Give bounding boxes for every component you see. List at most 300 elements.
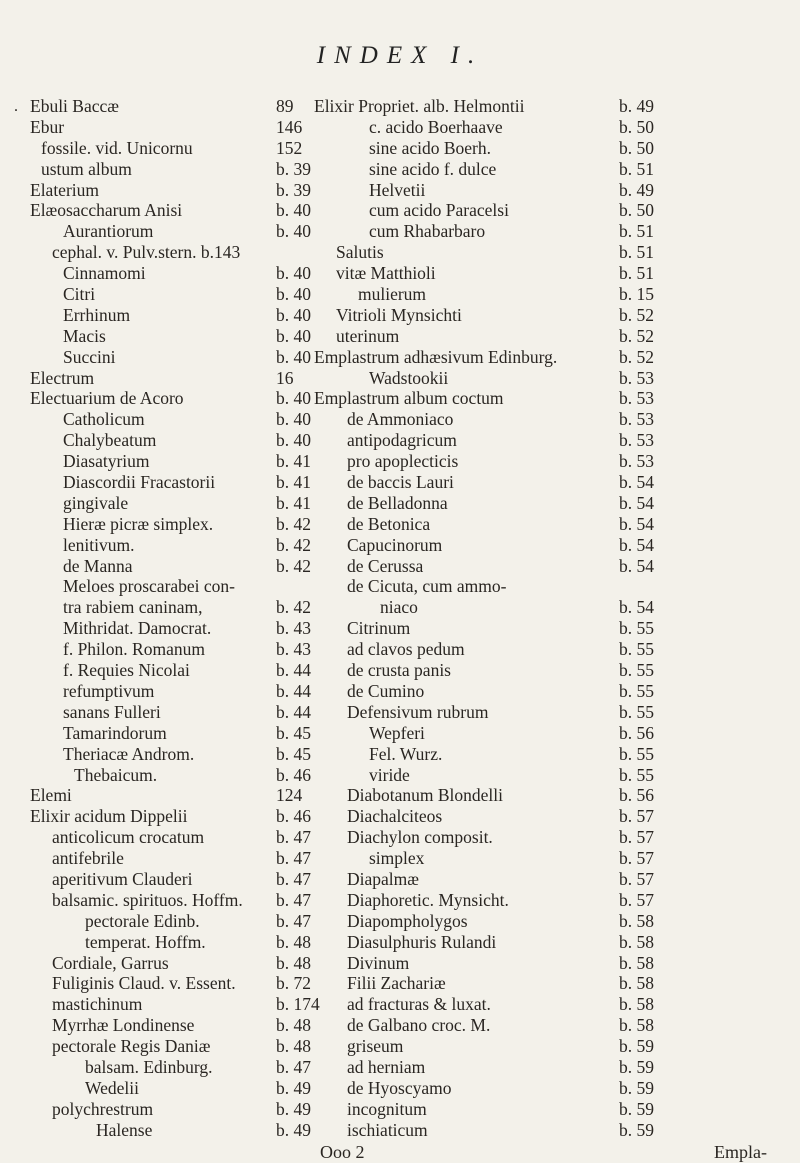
entry-term: de Hyoscyamo bbox=[347, 1077, 452, 1098]
index-entry bbox=[314, 492, 784, 513]
entry-page-ref: b. 55 bbox=[619, 660, 654, 681]
entry-term: Thebaicum. bbox=[74, 764, 158, 785]
entry-page-ref: b. 57 bbox=[619, 848, 654, 869]
index-entry bbox=[314, 1077, 784, 1098]
entry-page-ref: b. 48 bbox=[276, 931, 311, 952]
entry-term: de Cumino bbox=[347, 680, 425, 701]
signature-mark: Ooo 2 bbox=[320, 1142, 365, 1162]
index-entry bbox=[314, 975, 784, 992]
entry-page-ref: b. 57 bbox=[619, 868, 654, 889]
index-entry bbox=[30, 513, 332, 534]
index-entry bbox=[314, 432, 784, 449]
entry-page-ref: b. 47 bbox=[276, 848, 311, 869]
entry-term: Defensivum rubrum bbox=[347, 701, 489, 722]
index-entry bbox=[314, 722, 784, 743]
index-entry bbox=[314, 931, 784, 952]
entry-term: f. Requies Nicolai bbox=[63, 660, 190, 681]
entry-page-ref: b. 55 bbox=[619, 701, 654, 722]
entry-page-ref: b. 53 bbox=[619, 409, 654, 430]
entry-page-ref: b. 54 bbox=[619, 513, 654, 534]
entry-term: Wadstookii bbox=[369, 367, 449, 388]
index-entry bbox=[314, 223, 784, 240]
entry-term: Diachalciteos bbox=[347, 806, 443, 827]
entry-term: de baccis Lauri bbox=[347, 472, 454, 493]
index-entry bbox=[30, 620, 332, 637]
entry-page-ref: b. 40 bbox=[276, 263, 311, 284]
entry-term: Vitrioli Mynsichti bbox=[336, 304, 462, 325]
index-entry bbox=[30, 850, 332, 867]
index-entry bbox=[30, 137, 332, 158]
entry-term: lenitivum. bbox=[63, 534, 135, 555]
index-entry bbox=[30, 244, 332, 261]
entry-term: Helvetii bbox=[369, 179, 426, 200]
entry-page-ref: b. 52 bbox=[619, 325, 654, 346]
entry-term: polychrestrum bbox=[52, 1098, 154, 1119]
entry-term: pro apoplecticis bbox=[347, 451, 459, 472]
index-entry bbox=[314, 116, 784, 137]
entry-page-ref: 89 bbox=[276, 96, 294, 116]
entry-term: Diapalmæ bbox=[347, 868, 419, 889]
index-entry bbox=[314, 910, 784, 931]
entry-term: aperitivum Clauderi bbox=[52, 868, 193, 889]
index-entry bbox=[314, 346, 784, 367]
index-entry bbox=[30, 432, 332, 449]
entry-term: Cordiale, Garrus bbox=[52, 952, 169, 973]
entry-term: viride bbox=[369, 764, 410, 785]
entry-term: Diapompholygos bbox=[347, 910, 468, 931]
index-entry bbox=[30, 1017, 332, 1034]
index-entry bbox=[314, 641, 784, 658]
index-entry bbox=[30, 808, 332, 825]
entry-page-ref: b. 58 bbox=[619, 1015, 654, 1036]
entry-term: vitæ Matthioli bbox=[336, 263, 436, 284]
index-entry bbox=[314, 411, 784, 428]
entry-page-ref: b. 58 bbox=[619, 910, 654, 931]
entry-term: Fel. Wurz. bbox=[369, 743, 443, 764]
entry-page-ref: b. 44 bbox=[276, 680, 311, 701]
index-entry bbox=[30, 787, 332, 804]
entry-term: Filii Zachariæ bbox=[347, 973, 446, 994]
index-entry bbox=[314, 787, 784, 804]
entry-term: antipodagricum bbox=[347, 430, 457, 451]
index-entry bbox=[314, 952, 784, 973]
left-column bbox=[14, 96, 332, 1143]
entry-page-ref: b. 43 bbox=[276, 639, 311, 660]
entry-term: Elixir acidum Dippelii bbox=[30, 806, 188, 827]
entry-page-ref: b. 51 bbox=[619, 242, 654, 263]
entry-page-ref: b. 58 bbox=[619, 952, 654, 973]
entry-page-ref: b. 47 bbox=[276, 827, 311, 848]
index-entry bbox=[314, 996, 784, 1013]
index-entry bbox=[30, 952, 332, 973]
entry-page-ref: b. 43 bbox=[276, 618, 311, 639]
index-entry bbox=[314, 829, 784, 846]
index-entry bbox=[30, 555, 332, 576]
entry-term: antifebrile bbox=[52, 848, 124, 869]
entry-page-ref: b. 50 bbox=[619, 200, 654, 221]
entry-page-ref: b. 59 bbox=[619, 1056, 654, 1077]
index-entry bbox=[30, 1119, 332, 1140]
index-entry bbox=[314, 1017, 784, 1034]
entry-term: griseum bbox=[347, 1036, 404, 1057]
entry-page-ref: b. 52 bbox=[619, 346, 654, 367]
entry-term: de Ammoniaco bbox=[347, 409, 454, 430]
entry-term: Diasatyrium bbox=[63, 451, 150, 472]
index-entry bbox=[314, 98, 784, 115]
entry-term: Elaterium bbox=[30, 179, 100, 200]
entry-term: uterinum bbox=[336, 325, 400, 346]
entry-page-ref: b. 47 bbox=[276, 889, 311, 910]
catchword: Empla- bbox=[714, 1142, 767, 1162]
entry-term: Ebuli Baccæ bbox=[30, 96, 119, 116]
index-entry bbox=[30, 1077, 332, 1098]
entry-page-ref: b. 57 bbox=[619, 806, 654, 827]
entry-page-ref: b. 174 bbox=[276, 994, 320, 1015]
index-entry bbox=[30, 367, 332, 388]
entry-term: Elixir Propriet. alb. Helmontii bbox=[314, 96, 525, 116]
entry-page-ref: b. 42 bbox=[276, 513, 311, 534]
entry-term: niaco bbox=[380, 597, 418, 618]
entry-term: Wedelii bbox=[85, 1077, 139, 1098]
entry-page-ref: b. 48 bbox=[276, 1036, 311, 1057]
entry-term: sine acido f. dulce bbox=[369, 158, 497, 179]
index-entry bbox=[314, 474, 784, 491]
index-entry bbox=[30, 390, 332, 407]
index-entry bbox=[30, 534, 332, 555]
index-entry bbox=[314, 513, 784, 534]
entry-page-ref: b. 40 bbox=[276, 200, 311, 221]
index-entry bbox=[314, 578, 784, 595]
entry-term: de crusta panis bbox=[347, 660, 451, 681]
entry-page-ref: b. 53 bbox=[619, 388, 654, 409]
index-entry bbox=[314, 662, 784, 679]
entry-term: Hieræ picræ simplex. bbox=[63, 513, 214, 534]
entry-term: de Manna bbox=[63, 555, 133, 576]
index-entry bbox=[30, 829, 332, 846]
entry-page-ref: b. 57 bbox=[619, 827, 654, 848]
entry-term: ustum album bbox=[41, 158, 132, 179]
entry-page-ref: b. 58 bbox=[619, 973, 654, 994]
entry-term: ad clavos pedum bbox=[347, 639, 465, 660]
index-entry bbox=[30, 453, 332, 470]
entry-term: sanans Fulleri bbox=[63, 701, 161, 722]
entry-term: Catholicum bbox=[63, 409, 145, 430]
entry-page-ref: b. 59 bbox=[619, 1077, 654, 1098]
entry-term: Capucinorum bbox=[347, 534, 443, 555]
entry-term: Diabotanum Blondelli bbox=[347, 785, 504, 806]
entry-term: ischiaticum bbox=[347, 1119, 428, 1140]
index-entry bbox=[314, 889, 784, 910]
index-entry bbox=[314, 179, 784, 200]
index-entry bbox=[30, 98, 332, 115]
index-entry bbox=[30, 346, 332, 367]
entry-term: Diaphoretic. Mynsicht. bbox=[347, 889, 509, 910]
entry-page-ref: b. 15 bbox=[619, 284, 654, 305]
index-entry bbox=[30, 202, 332, 219]
entry-page-ref: 146 bbox=[276, 116, 303, 137]
index-entry bbox=[30, 743, 332, 764]
entry-page-ref: b. 40 bbox=[276, 284, 311, 305]
index-entry bbox=[30, 662, 332, 679]
index-entry bbox=[30, 680, 332, 701]
entry-term: Diasulphuris Rulandi bbox=[347, 931, 497, 952]
entry-term: Theriacæ Androm. bbox=[63, 743, 195, 764]
entry-term: fossile. vid. Unicornu bbox=[41, 137, 193, 158]
entry-page-ref: b. 45 bbox=[276, 722, 311, 743]
entry-page-ref: b. 40 bbox=[276, 346, 311, 367]
entry-term: Citrinum bbox=[347, 618, 411, 639]
index-entry bbox=[314, 367, 784, 388]
index-entry bbox=[314, 743, 784, 764]
index-entry bbox=[314, 555, 784, 576]
entry-page-ref: b. 49 bbox=[276, 1119, 311, 1140]
entry-term: simplex bbox=[369, 848, 425, 869]
entry-page-ref: b. 41 bbox=[276, 451, 311, 472]
entry-page-ref: b. 54 bbox=[619, 472, 654, 493]
entry-term: temperat. Hoffm. bbox=[85, 931, 206, 952]
entry-page-ref: b. 72 bbox=[276, 973, 311, 994]
index-entry bbox=[30, 492, 332, 513]
index-entry bbox=[314, 868, 784, 889]
entry-term: Succini bbox=[63, 346, 116, 367]
entry-term: de Galbano croc. M. bbox=[347, 1015, 491, 1036]
entry-term: Meloes proscarabei con- bbox=[63, 576, 236, 597]
entry-page-ref: b. 56 bbox=[619, 722, 654, 743]
index-entry bbox=[314, 850, 784, 867]
index-entry bbox=[30, 286, 332, 303]
entry-page-ref: b. 56 bbox=[619, 785, 654, 806]
entry-page-ref: 152 bbox=[276, 137, 303, 158]
entry-page-ref: b. 57 bbox=[619, 889, 654, 910]
index-entry bbox=[314, 325, 784, 346]
entry-page-ref: b. 40 bbox=[276, 221, 311, 242]
entry-page-ref: b. 49 bbox=[276, 1098, 311, 1119]
index-entry bbox=[30, 158, 332, 179]
entry-page-ref: b. 47 bbox=[276, 1056, 311, 1077]
entry-page-ref: b. 42 bbox=[276, 555, 311, 576]
entry-term: Ebur bbox=[30, 116, 65, 137]
entry-page-ref: b. 50 bbox=[619, 137, 654, 158]
index-entry bbox=[30, 304, 332, 325]
index-entry bbox=[30, 325, 332, 346]
index-entry bbox=[30, 265, 332, 282]
entry-term: mulierum bbox=[358, 284, 427, 305]
entry-page-ref: b. 42 bbox=[276, 597, 311, 618]
entry-page-ref: b. 55 bbox=[619, 743, 654, 764]
page-header: INDEX I. bbox=[316, 42, 484, 69]
entry-page-ref: b. 59 bbox=[619, 1098, 654, 1119]
index-entry bbox=[314, 265, 784, 282]
entry-term: balsamic. spirituos. Hoffm. bbox=[52, 889, 243, 910]
index-entry bbox=[314, 1038, 784, 1055]
index-entry bbox=[30, 975, 332, 992]
entry-term: Tamarindorum bbox=[63, 722, 167, 743]
entry-term: Fuliginis Claud. v. Essent. bbox=[52, 973, 236, 994]
entry-term: Emplastrum album coctum bbox=[314, 388, 504, 409]
entry-page-ref: b. 53 bbox=[619, 430, 654, 451]
entry-page-ref: b. 44 bbox=[276, 701, 311, 722]
index-entry bbox=[314, 390, 784, 407]
entry-page-ref: b. 59 bbox=[619, 1036, 654, 1057]
entry-page-ref: b. 40 bbox=[276, 304, 311, 325]
index-entry bbox=[314, 534, 784, 555]
entry-page-ref: b. 58 bbox=[619, 994, 654, 1015]
entry-term: de Betonica bbox=[347, 513, 431, 534]
entry-term: de Cerussa bbox=[347, 555, 424, 576]
index-entry bbox=[30, 599, 332, 616]
entry-term: cum acido Paracelsi bbox=[369, 200, 509, 221]
entry-page-ref: b. 40 bbox=[276, 325, 311, 346]
entry-term: de Belladonna bbox=[347, 492, 448, 513]
index-entry bbox=[30, 1056, 332, 1077]
entry-page-ref: b. 39 bbox=[276, 179, 311, 200]
entry-page-ref: b. 48 bbox=[276, 952, 311, 973]
entry-page-ref: b. 51 bbox=[619, 263, 654, 284]
margin-mark: . bbox=[14, 98, 18, 115]
entry-page-ref: b. 40 bbox=[276, 409, 311, 430]
entry-page-ref: b. 47 bbox=[276, 868, 311, 889]
index-entry bbox=[30, 578, 332, 595]
entry-page-ref: b. 51 bbox=[619, 158, 654, 179]
entry-term: Citri bbox=[63, 284, 96, 305]
right-column bbox=[314, 98, 784, 1143]
entry-page-ref: b. 55 bbox=[619, 764, 654, 785]
entry-term: refumptivum bbox=[63, 680, 155, 701]
entry-page-ref: b. 55 bbox=[619, 680, 654, 701]
entry-page-ref: b. 47 bbox=[276, 910, 311, 931]
entry-page-ref: b. 59 bbox=[619, 1119, 654, 1140]
index-entry bbox=[30, 889, 332, 910]
entry-term: ad fracturas & luxat. bbox=[347, 994, 491, 1015]
entry-page-ref: b. 53 bbox=[619, 451, 654, 472]
index-entry bbox=[30, 701, 332, 722]
index-entry bbox=[314, 304, 784, 325]
entry-term: de Cicuta, cum ammo- bbox=[347, 576, 507, 597]
entry-page-ref: b. 40 bbox=[276, 430, 311, 451]
entry-page-ref: b. 41 bbox=[276, 492, 311, 513]
index-entry bbox=[30, 474, 332, 491]
index-entry bbox=[314, 202, 784, 219]
index-entry bbox=[314, 599, 784, 616]
index-entry bbox=[314, 137, 784, 158]
entry-term: Emplastrum adhæsivum Edinburg. bbox=[314, 346, 558, 367]
index-entry bbox=[30, 411, 332, 428]
entry-page-ref: b. 48 bbox=[276, 1015, 311, 1036]
entry-page-ref: b. 54 bbox=[619, 534, 654, 555]
entry-term: Mithridat. Damocrat. bbox=[63, 618, 212, 639]
index-entry bbox=[30, 179, 332, 200]
entry-term: cephal. v. Pulv.stern. b.143 bbox=[52, 242, 241, 263]
index-entry bbox=[30, 764, 332, 785]
entry-term: balsam. Edinburg. bbox=[85, 1056, 213, 1077]
index-entry bbox=[314, 286, 784, 303]
entry-page-ref: b. 50 bbox=[619, 116, 654, 137]
entry-term: gingivale bbox=[63, 492, 129, 513]
entry-page-ref: b. 54 bbox=[619, 555, 654, 576]
index-entry bbox=[30, 868, 332, 889]
entry-term: Diascordii Fracastorii bbox=[63, 472, 216, 493]
entry-term: Myrrhæ Londinense bbox=[52, 1015, 195, 1036]
index-entry bbox=[30, 722, 332, 743]
entry-term: tra rabiem caninam, bbox=[63, 597, 203, 618]
index-entry bbox=[30, 116, 332, 137]
index-entry bbox=[314, 1119, 784, 1140]
entry-page-ref: b. 55 bbox=[619, 639, 654, 660]
entry-page-ref: b. 41 bbox=[276, 472, 311, 493]
entry-term: Macis bbox=[63, 325, 106, 346]
entry-term: Errhinum bbox=[63, 304, 131, 325]
entry-page-ref: b. 58 bbox=[619, 931, 654, 952]
entry-term: Electuarium de Acoro bbox=[30, 388, 184, 409]
entry-term: Wepferi bbox=[369, 722, 425, 743]
index-entry bbox=[30, 931, 332, 952]
entry-term: f. Philon. Romanum bbox=[63, 639, 205, 660]
entry-page-ref: b. 46 bbox=[276, 806, 311, 827]
entry-page-ref: b. 45 bbox=[276, 743, 311, 764]
entry-term: pectorale Regis Daniæ bbox=[52, 1036, 211, 1057]
entry-term: pectorale Edinb. bbox=[85, 910, 200, 931]
entry-page-ref: b. 44 bbox=[276, 660, 311, 681]
entry-page-ref: b. 46 bbox=[276, 764, 311, 785]
index-entry bbox=[314, 1098, 784, 1119]
index-entry bbox=[314, 620, 784, 637]
index-entry bbox=[314, 158, 784, 179]
entry-page-ref: b. 54 bbox=[619, 492, 654, 513]
entry-page-ref: b. 55 bbox=[619, 618, 654, 639]
entry-term: Elemi bbox=[30, 785, 72, 806]
index-entry bbox=[314, 764, 784, 785]
index-entry bbox=[30, 223, 332, 240]
entry-term: sine acido Boerh. bbox=[369, 137, 491, 158]
entry-page-ref: b. 54 bbox=[619, 597, 654, 618]
entry-page-ref: b. 51 bbox=[619, 221, 654, 242]
entry-term: Chalybeatum bbox=[63, 430, 157, 451]
entry-page-ref: b. 42 bbox=[276, 534, 311, 555]
entry-term: Elæosaccharum Anisi bbox=[30, 200, 183, 221]
entry-term: cum Rhabarbaro bbox=[369, 221, 486, 242]
entry-term: anticolicum crocatum bbox=[52, 827, 205, 848]
entry-page-ref: b. 52 bbox=[619, 304, 654, 325]
entry-term: Diachylon composit. bbox=[347, 827, 493, 848]
index-entry bbox=[30, 1038, 332, 1055]
entry-term: c. acido Boerhaave bbox=[369, 116, 503, 137]
index-entry bbox=[314, 1056, 784, 1077]
index-entry bbox=[314, 453, 784, 470]
entry-term: Salutis bbox=[336, 242, 384, 263]
index-entry bbox=[30, 641, 332, 658]
entry-term: Cinnamomi bbox=[63, 263, 146, 284]
index-entry bbox=[30, 996, 332, 1013]
entry-page-ref: b. 49 bbox=[276, 1077, 311, 1098]
entry-page-ref: b. 53 bbox=[619, 367, 654, 388]
entry-page-ref: b. 40 bbox=[276, 388, 311, 409]
index-entry bbox=[314, 701, 784, 722]
entry-page-ref: b. 49 bbox=[619, 96, 654, 116]
index-entry bbox=[30, 1098, 332, 1119]
entry-term: mastichinum bbox=[52, 994, 143, 1015]
index-entry bbox=[314, 244, 784, 261]
entry-term: ad herniam bbox=[347, 1056, 426, 1077]
entry-term: incognitum bbox=[347, 1098, 427, 1119]
index-entry bbox=[314, 808, 784, 825]
entry-term: Aurantiorum bbox=[63, 221, 154, 242]
index-entry bbox=[30, 910, 332, 931]
index-entry bbox=[314, 680, 784, 701]
entry-term: Halense bbox=[96, 1119, 153, 1140]
entry-page-ref: 16 bbox=[276, 367, 294, 388]
entry-term: Divinum bbox=[347, 952, 410, 973]
entry-page-ref: 124 bbox=[276, 785, 303, 806]
